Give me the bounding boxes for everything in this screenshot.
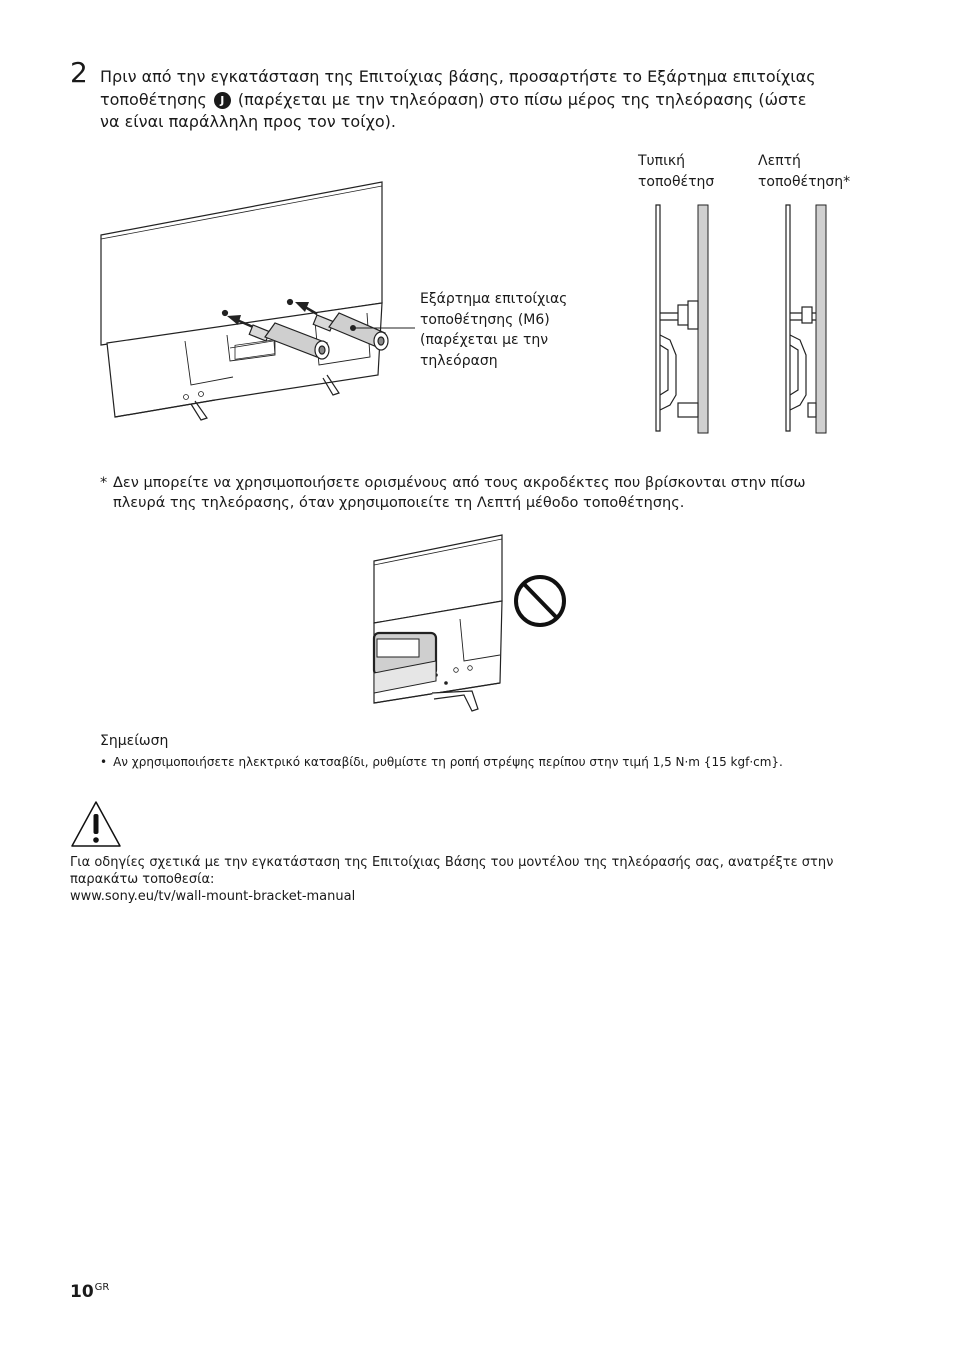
footnote-text: Δεν μπορείτε να χρησιμοποιήσετε ορισμένους από τους ακροδέκτες που βρίσκονται στην πίσω πλευρά της τηλεόρασης, όταν χρησιμοποιείτε τη Λεπτή μέθοδο τοποθέτησης. xyxy=(113,475,806,511)
footnote xyxy=(100,474,860,513)
tv-back-illustration xyxy=(95,175,405,430)
standard-mount-diagram xyxy=(650,205,715,435)
blocked-terminals-illustration xyxy=(372,533,572,713)
note-item-text: Αν χρησιμοποιήσετε ηλεκτρικό κατσαβίδι, ρυθμίστε τη ροπή στρέψης περίπου στην τιμή 1,5 N·m {15 kgf·cm}. xyxy=(113,755,783,769)
installation-info xyxy=(70,854,900,905)
spacer-callout: Εξάρτημα επιτοίχιας τοποθέτησης (M6) (παρέχεται με την τηλεόραση xyxy=(420,291,568,369)
note-bullet: • xyxy=(100,755,108,769)
page-lang: GR xyxy=(94,1282,110,1293)
standard-mount-label: Τυπική τοποθέτησ xyxy=(638,153,715,190)
step-instruction xyxy=(100,66,820,134)
manual-url[interactable]: www.sony.eu/tv/wall-mount-bracket-manual xyxy=(70,889,356,904)
part-badge: J xyxy=(214,92,231,109)
note-title: Σημείωση xyxy=(100,733,169,749)
slim-mount-label: Λεπτή τοποθέτηση* xyxy=(758,153,851,190)
note-item xyxy=(100,754,900,771)
slim-mount-diagram xyxy=(780,205,835,435)
step-number: 2 xyxy=(70,56,88,89)
step-text-part1: Πριν από την εγκατάσταση της Επιτοίχιας βάσης, προσαρτήστε το Εξάρτημα επιτοίχιας τοποθέτησης xyxy=(100,67,816,109)
step-text-part2: (παρέχεται με την τηλεόραση) στο πίσω μέρος της τηλεόρασης (ώστε να είναι παράλληλη προς τον τοίχο). xyxy=(100,89,807,131)
installation-info-text: Για οδηγίες σχετικά με την εγκατάσταση της Επιτοίχιας Βάσης του μοντέλου της τηλεόρασής σας, ανατρέξτε στην παρακάτω τοποθεσία: xyxy=(70,855,834,887)
footnote-marker: * xyxy=(100,475,108,491)
page-number: $10^{GR}$ xyxy=(70,1282,110,1302)
warning-icon xyxy=(70,800,122,848)
